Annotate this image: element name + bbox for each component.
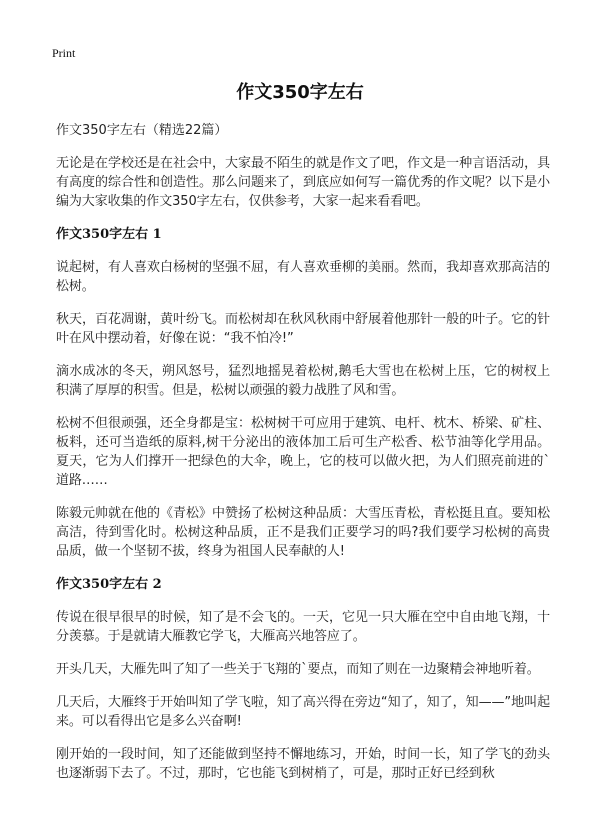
section-heading: 作文350字左右 2 <box>56 577 162 592</box>
paragraph: 滴水成冰的冬天，朔风怒号，猛烈地摇晃着松树,鹅毛大雪也在松树上压，它的树杈上积满了厚厚的积雪。但是，松树以顽强的毅力战胜了风和雪。 <box>56 364 550 398</box>
essay-section-1 <box>56 225 550 561</box>
document-body <box>56 121 550 797</box>
intro-paragraph: 无论是在学校还是在社会中，大家最不陌生的就是作文了吧，作文是一种言语活动，具有高度的综合性和创造性。那么问题来了，到底应如何写一篇优秀的作文呢？以下是小编为大家收集的作文350字左右，仅供参考，大家一起来看看吧。 <box>56 156 550 209</box>
document-subtitle: 作文350字左右（精选22篇） <box>56 123 228 138</box>
essay-section-2 <box>56 575 550 783</box>
paragraph: 传说在很早很早的时候，知了是不会飞的。一天，它见一只大雁在空中自由地飞翔，十分羡慕。于是就请大雁教它学飞，大雁高兴地答应了。 <box>56 610 550 644</box>
paragraph: 松树不但很顽强，还全身都是宝：松树树干可应用于建筑、电杆、枕木、桥梁、矿柱、板料，还可当造纸的原料,树干分泌出的液体加工后可生产松香、松节油等化学用品。夏天，它为人们撑开一把绿色的大伞，晚上，它的枝可以做火把，为人们照亮前进的`道路…… <box>56 416 550 488</box>
paragraph: 刚开始的一段时间，知了还能做到坚持不懈地练习，开始，时间一长，知了学飞的劲头也逐渐弱下去了。不过，那时，它也能飞到树梢了，可是，那时正好已经到秋 <box>56 747 550 781</box>
page-title: 作文350字左右 <box>236 82 364 103</box>
paragraph: 开头几天，大雁先叫了知了一些关于飞翔的`要点，而知了则在一边聚精会神地听着。 <box>56 662 540 677</box>
paragraph: 秋天，百花凋谢，黄叶纷飞。而松树却在秋风秋雨中舒展着他那针一般的叶子。它的针叶在风中摆动着，好像在说：“我不怕冷!” <box>56 312 550 346</box>
paragraph: 几天后，大雁终于开始叫知了学飞啦，知了高兴得在旁边“知了，知了，知——”地叫起来。可以看得出它是多么兴奋啊! <box>56 695 550 729</box>
section-heading: 作文350字左右 1 <box>56 227 162 242</box>
paragraph: 说起树，有人喜欢白杨树的坚强不屈，有人喜欢垂柳的美丽。然而，我却喜欢那高洁的松树。 <box>56 260 550 294</box>
paragraph: 陈毅元帅就在他的《青松》中赞扬了松树这种品质：大雪压青松，青松挺且直。要知松高洁，待到雪化时。松树这种品质，正不是我们正要学习的吗?我们要学习松树的高贵品质，做一个坚韧不拔，终身为祖国人民奉献的人! <box>56 506 550 559</box>
print-link[interactable]: Print <box>52 46 76 60</box>
